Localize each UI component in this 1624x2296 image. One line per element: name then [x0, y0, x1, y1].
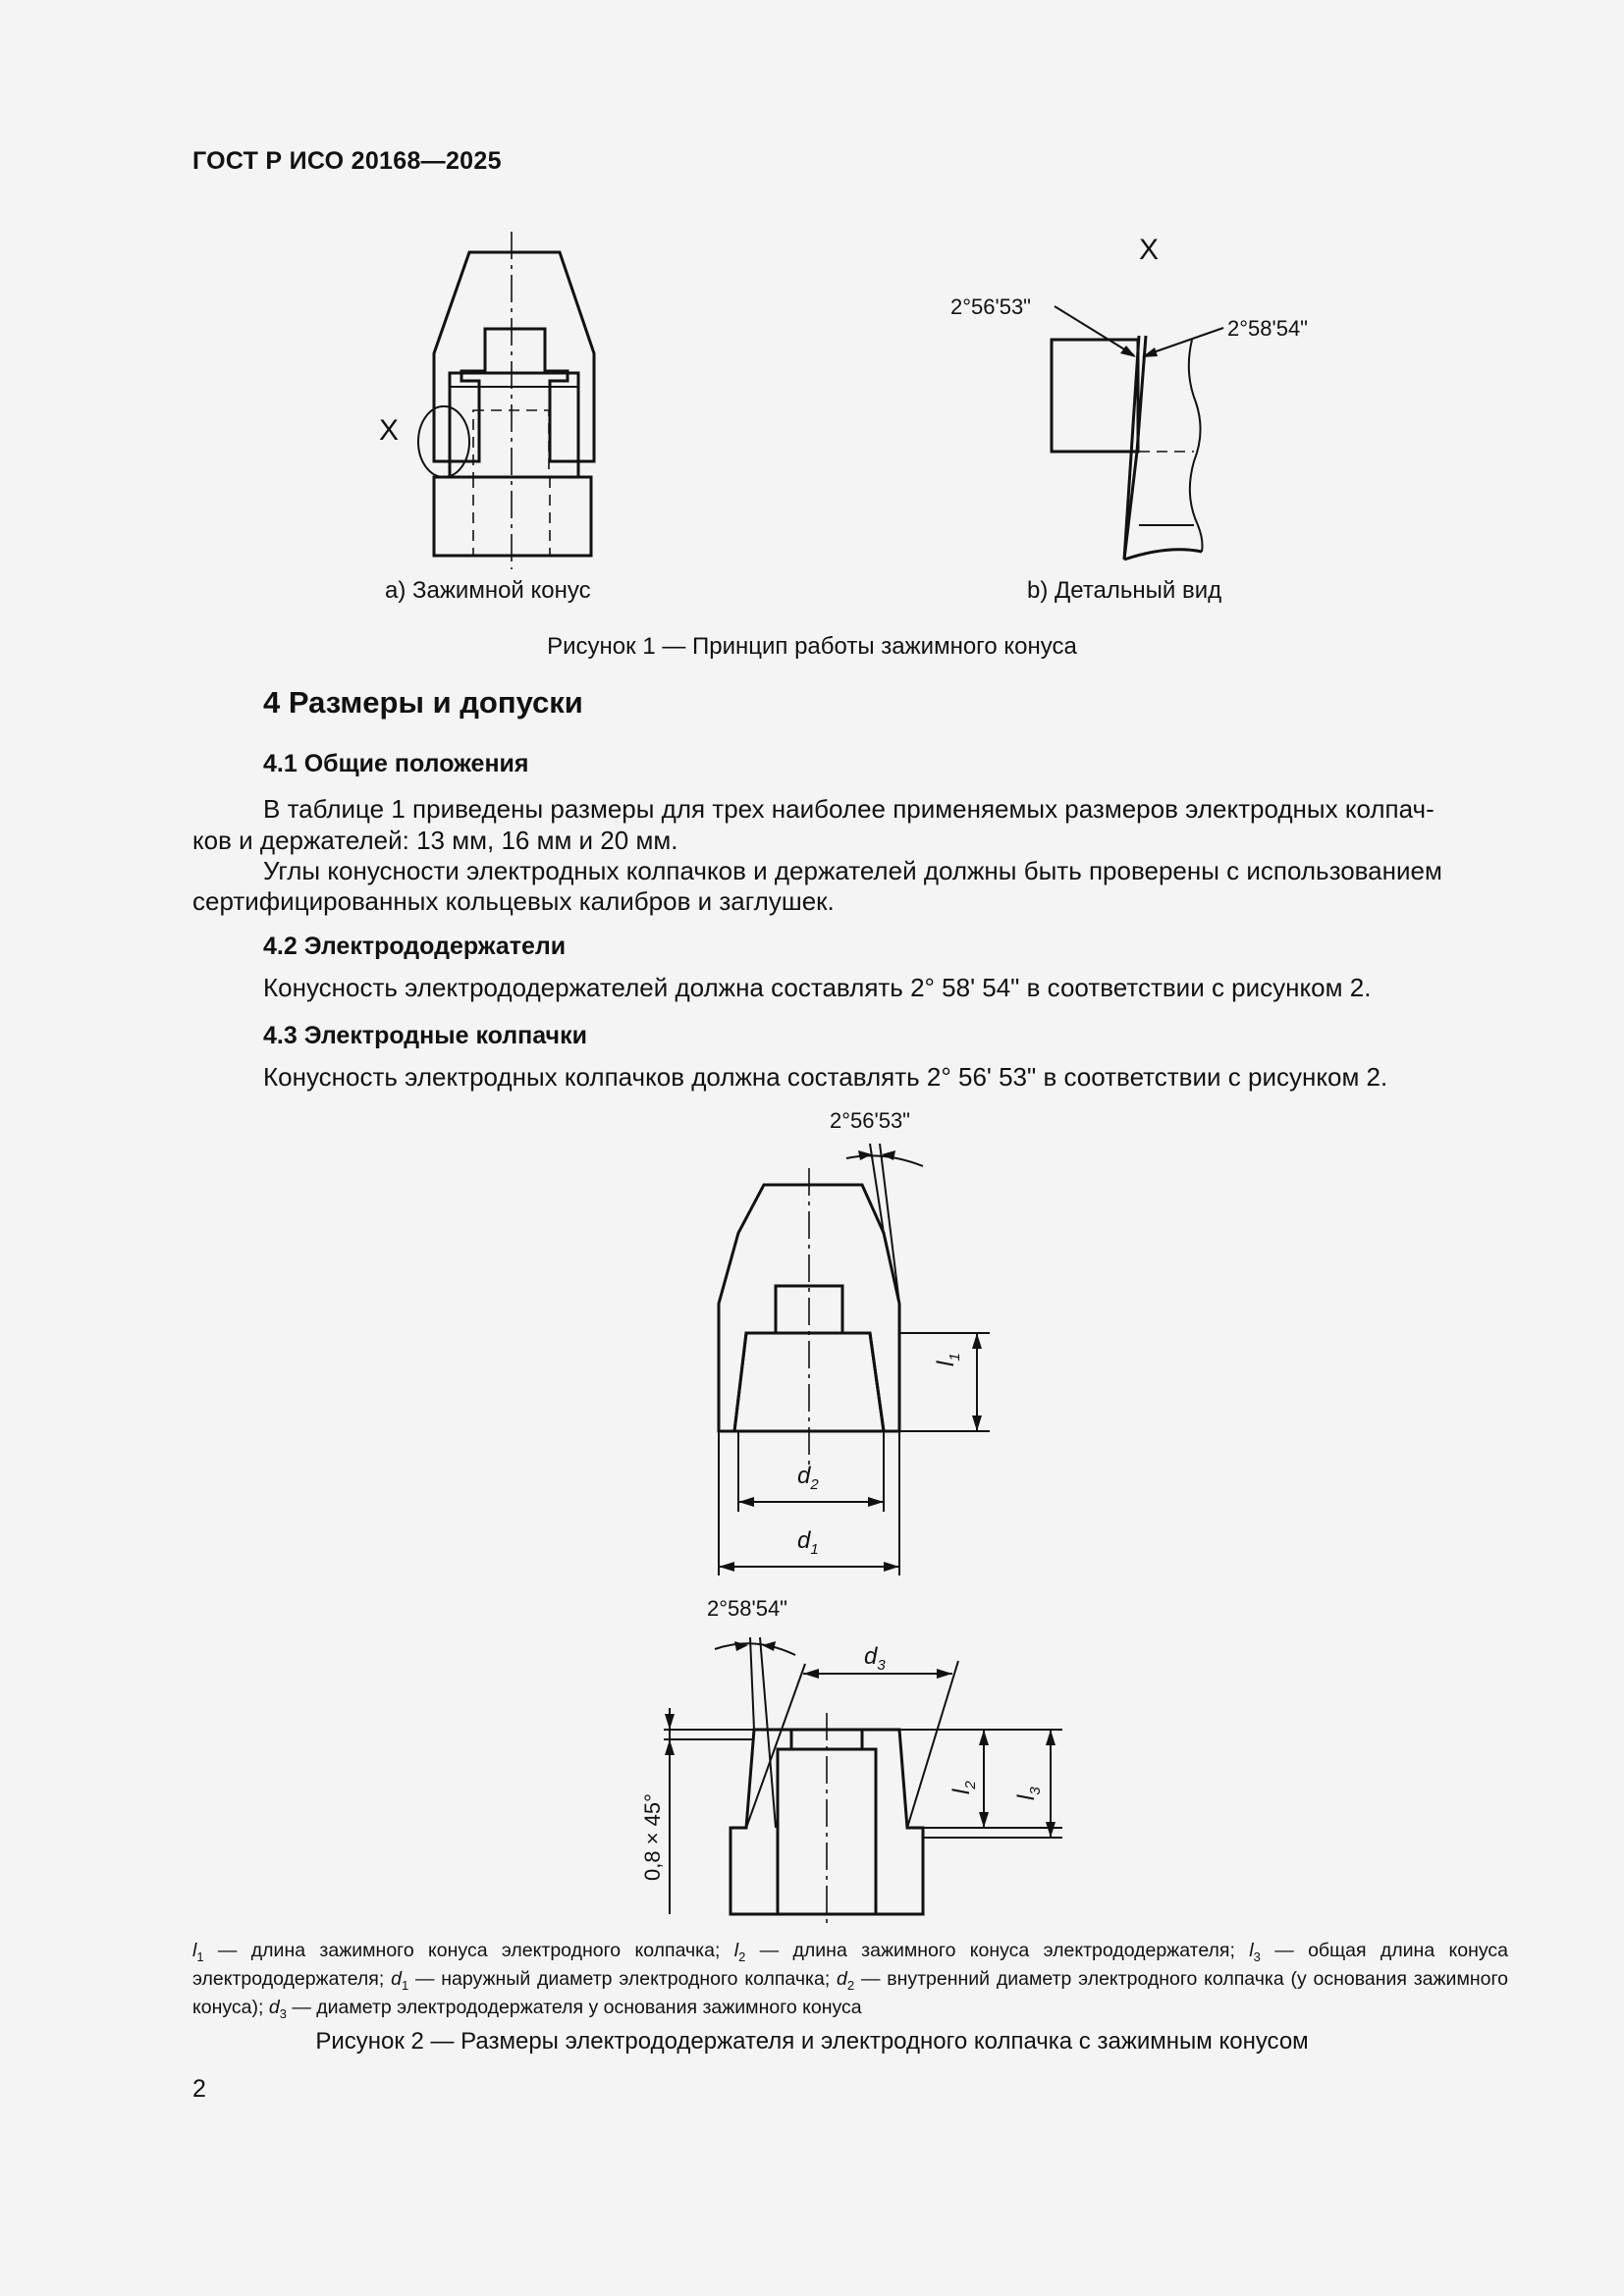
fig2-angle-cap-label: 2°56'53" — [830, 1108, 910, 1133]
dim-l3-label: $l_3$ — [1013, 1787, 1044, 1800]
section-4-heading: 4 Размеры и допуски — [263, 685, 583, 720]
dim-chamfer-label: 0,8 × 45° — [640, 1793, 665, 1881]
s41-paragraph-1-line-2: ков и держателей: 13 мм, 16 мм и 20 мм. — [192, 826, 678, 855]
detail-view-title: X — [1139, 234, 1160, 266]
page-number: 2 — [192, 2075, 206, 2103]
dim-l1-label: $l_1$ — [933, 1353, 963, 1366]
document-header: ГОСТ Р ИСО 20168—2025 — [192, 147, 502, 175]
s41-paragraph-1-line-1: В таблице 1 приведены размеры для трех наиболее применяемых размеров электродных колпач- — [263, 794, 1435, 824]
dim-l2-label: $l_2$ — [948, 1781, 979, 1794]
figure2-caption: Рисунок 2 — Размеры электрододержателя и электродного колпачка с зажимным конусом — [315, 2028, 1309, 2055]
figure1-subcaption-a: a) Зажимной конус — [385, 577, 591, 604]
electrode-holder-drawing — [664, 1637, 1062, 1924]
s41-paragraph-2-line-1: Углы конусности электродных колпачков и держателей должны быть проверены с использованием — [263, 856, 1442, 885]
section-4-3-heading: 4.3 Электродные колпачки — [263, 1022, 587, 1049]
figure1-subcaption-b: b) Детальный вид — [1027, 577, 1222, 604]
fig2-angle-holder-label: 2°58'54" — [707, 1596, 787, 1621]
s42-paragraph: Конусность электрододержателей должна составлять 2° 58' 54" в соответствии с рисунком 2. — [263, 973, 1372, 1002]
figure1-caption: Рисунок 1 — Принцип работы зажимного конуса — [547, 633, 1077, 660]
s41-paragraph-2-line-2: сертифицированных кольцевых калибров и заглушек. — [192, 886, 835, 916]
dim-d1-label: $d_1$ — [797, 1527, 819, 1558]
section-4-1-heading: 4.1 Общие положения — [263, 750, 529, 777]
figure2-legend: $l_1$ — длина зажимного конуса электродного колпачка; $l_2$ — длина зажимного конуса электрододержателя; $l_3$ — общая длина конуса электрододержателя; $d_1$ — наружный диаметр электродного колпачка; $d_2$ — внутренний диаметр электродного колпачка (у основания зажимного конуса); $d_3$ — диаметр электрододержателя у основания зажимного конуса — [192, 1940, 1509, 2021]
dim-d3-label: $d_3$ — [864, 1643, 886, 1674]
section-4-2-heading: 4.2 Электрододержатели — [263, 933, 567, 960]
s43-paragraph: Конусность электродных колпачков должна составлять 2° 56' 53" в соответствии с рисунком 2. — [263, 1062, 1388, 1092]
detail-marker-x: X — [379, 414, 400, 447]
detail-angle-cap: 2°56'53" — [950, 294, 1031, 319]
dim-d2-label: $d_2$ — [797, 1463, 819, 1493]
detail-angle-holder: 2°58'54" — [1227, 316, 1308, 341]
